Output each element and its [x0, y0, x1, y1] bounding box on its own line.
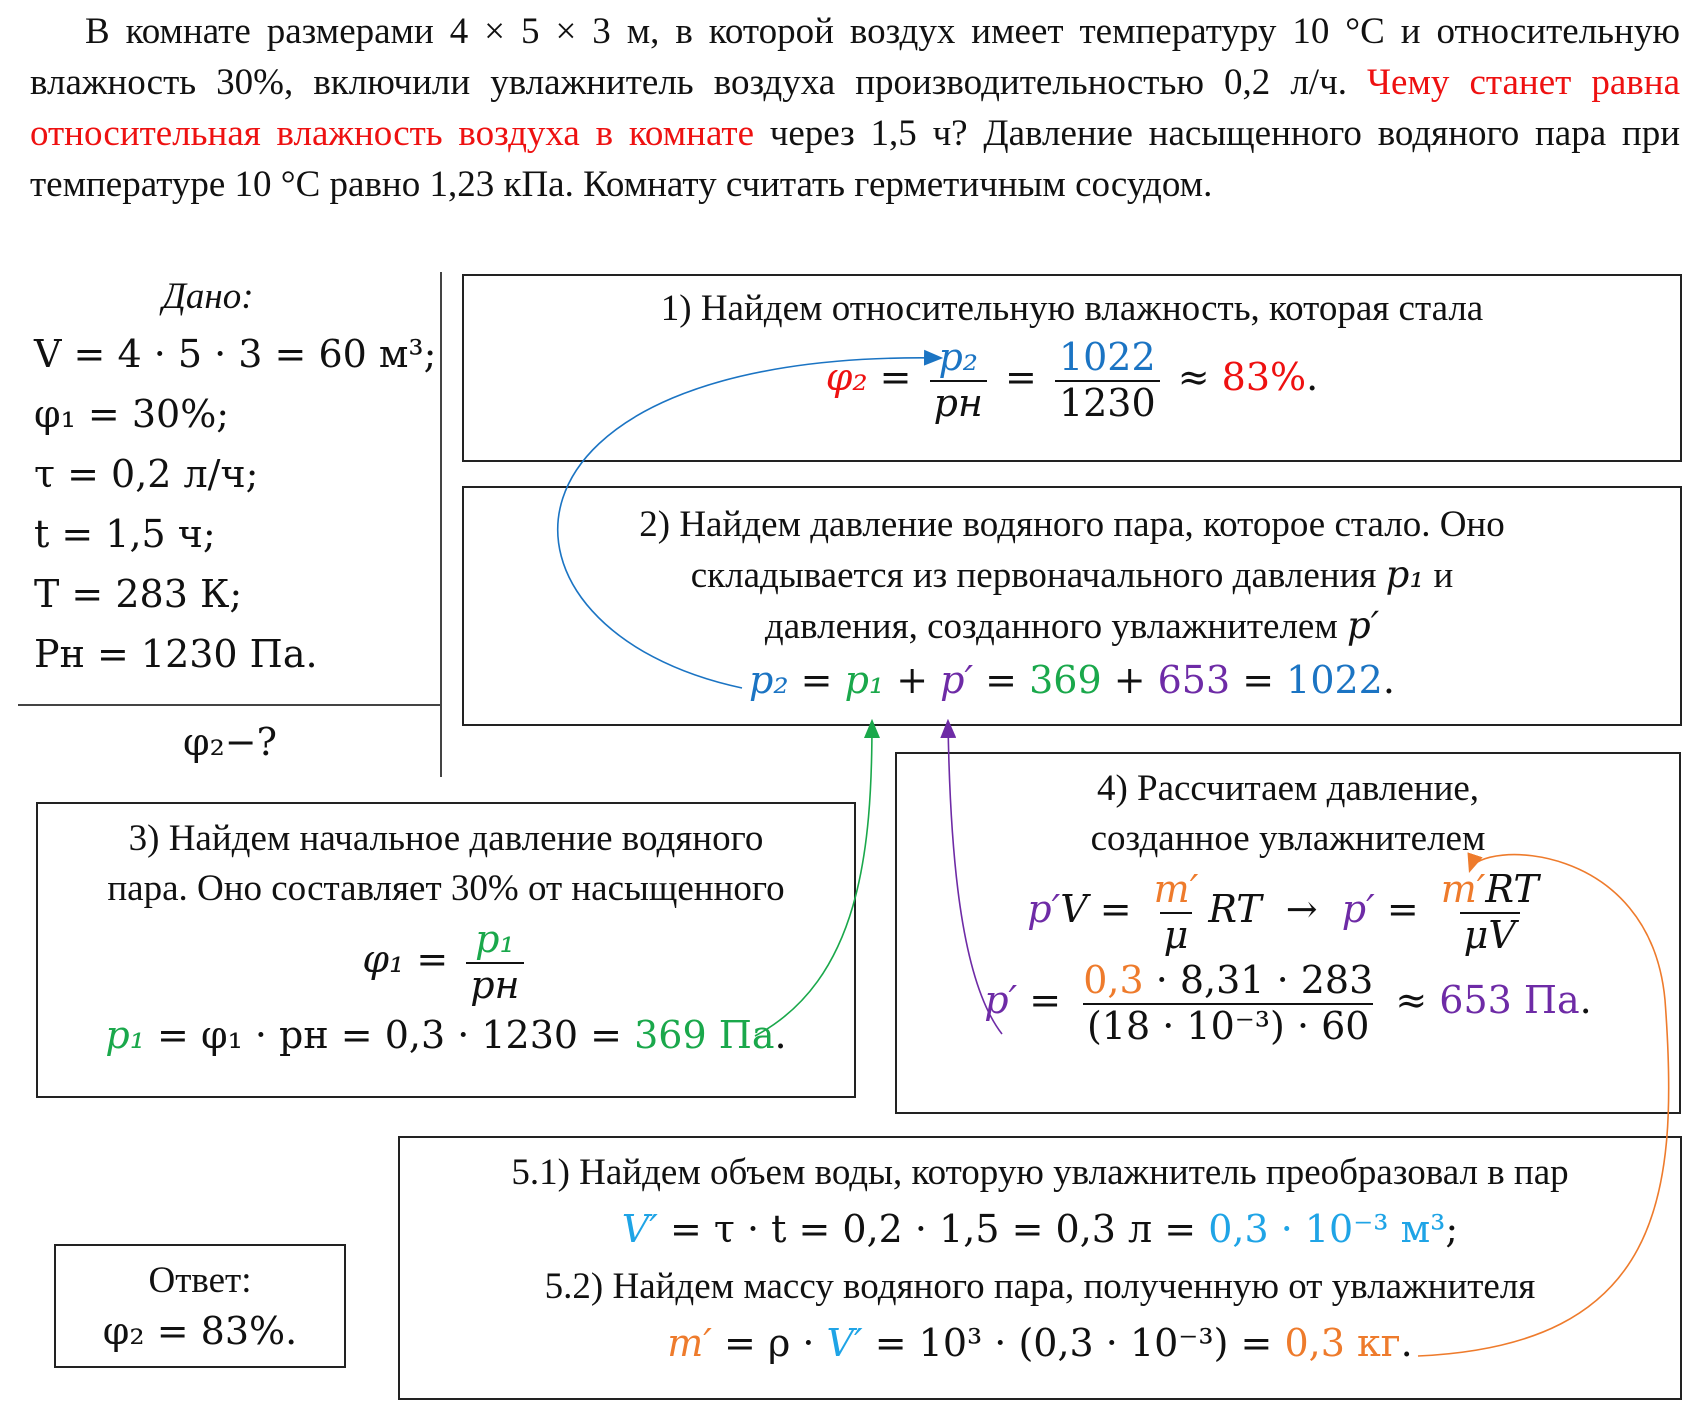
given-title: Дано:	[162, 276, 254, 317]
problem-question: Чему станет равна относительная влажность воздуха в комнате	[30, 62, 1680, 154]
step5-line2: 5.2) Найдем массу водяного пара, полученную от увлажнителя	[544, 1266, 1536, 1307]
step5-vprime-2: V′	[826, 1321, 863, 1365]
step4-line2: созданное увлажнителем	[1090, 818, 1486, 859]
step2-p1: p₁	[844, 658, 885, 702]
step4-mu: μ	[1160, 912, 1193, 958]
answer-box	[54, 1244, 346, 1368]
step3-result: 369 Па	[634, 1013, 775, 1058]
answer-label: Ответ:	[148, 1260, 252, 1301]
step1-p2: p₂	[938, 335, 979, 379]
step2-box	[462, 486, 1682, 726]
step4-num-rest: · 8,31 · 283	[1155, 958, 1374, 1003]
given-tau: τ = 0,2 л/ч;	[34, 452, 259, 496]
step4-rt: RT	[1208, 887, 1262, 932]
step2-line1: 2) Найдем давление водяного пара, которое стало. Оно	[639, 504, 1505, 545]
step2-v2: 653	[1157, 658, 1231, 702]
step4-pprime-2: p′	[1341, 887, 1375, 932]
step2-p2: p₂	[749, 658, 789, 702]
step1-den: 1230	[1055, 380, 1160, 426]
step2-v1: 369	[1029, 658, 1102, 702]
step5-vresult: 0,3 · 10⁻³ м³	[1208, 1207, 1446, 1251]
step4-calc: p′ = $\frac{0,3 \cdot 8,31 \cdot 283}{\text{(18 · 10⁻³) · 60}}$ ≈ 653 Па.	[984, 958, 1592, 1049]
step1-box	[462, 274, 1682, 462]
step5-mcalc2: = 10³ · (0,3 · 10⁻³) =	[874, 1321, 1273, 1365]
step4-result: 653 Па	[1439, 978, 1580, 1023]
given-divider-horizontal	[18, 704, 442, 706]
step2-line2: складывается из первоначального давления p₁ и	[690, 553, 1454, 596]
step2-line3-var: p′	[1347, 604, 1380, 647]
problem-statement	[30, 6, 1680, 210]
step2-formula: p₂ = p₁ + p′ = 369 + 653 = 1022.	[749, 658, 1395, 702]
step1-formula: φ₂ = $\frac{\text{p₂}}{pн}$ = $\frac{1022}{1230}$ ≈ 83%.	[825, 335, 1319, 425]
problem-part1: В комнате размерами 4 × 5 × 3 м, в которой воздух имеет температуру 10 °С и относительную влажность 30%, включили увлажнитель воздуха производительностью 0,2 л/ч.	[30, 11, 1680, 103]
step3-line1: 3) Найдем начальное давление водяного	[128, 818, 764, 859]
step5-mprime: m′	[667, 1321, 712, 1365]
step4-box	[895, 752, 1681, 1114]
step3-p1: p₁	[105, 1013, 145, 1058]
step3-calc: p₁ = φ₁ · pн = 0,3 · 1230 = 369 Па.	[105, 1013, 787, 1058]
step2-line2-var: p₁	[1385, 553, 1425, 596]
given-temperature: T = 283 К;	[34, 572, 243, 616]
step4-line1: 4) Рассчитаем давление,	[1096, 768, 1480, 809]
given-saturated-pressure: Pн = 1230 Па.	[34, 632, 318, 676]
step5-mresult: 0,3 кг	[1284, 1321, 1401, 1365]
step4-mprime-1: m′	[1153, 867, 1199, 911]
step3-ratio: φ₁ = $\frac{\text{p₁}}{pн}$	[38, 918, 854, 1007]
step3-p1-num: p₁	[475, 917, 515, 961]
step3-pn: pн	[466, 962, 523, 1008]
step1-phi2: φ₂	[825, 355, 868, 400]
step4-mprime-2: m′	[1440, 867, 1486, 911]
step5-vcalc: = τ · t = 0,2 · 1,5 = 0,3 л =	[669, 1207, 1197, 1251]
given-divider-vertical	[440, 272, 442, 777]
given-volume: V = 4 · 5 · 3 = 60 м³;	[34, 332, 437, 376]
step3-calc-text: = φ₁ · pн = 0,3 · 1230 =	[157, 1013, 622, 1058]
step2-pprime: p′	[940, 658, 974, 702]
step4-num-orange: 0,3	[1083, 958, 1144, 1003]
step5-line1: 5.1) Найдем объем воды, которую увлажнитель преобразовал в пар	[511, 1152, 1569, 1193]
step4-pprime-1: p′	[1027, 887, 1061, 932]
problem-part2: через 1,5 ч? Давление насыщенного водяного пара при температуре 10 °С равно 1,23 кПа. Комнату считать герметичным сосудом.	[30, 113, 1681, 205]
step2-line3: давления, созданного увлажнителем p′	[764, 604, 1380, 647]
step4-muv: μV	[1460, 912, 1520, 958]
step5-box	[398, 1136, 1682, 1400]
step1-num: 1022	[1058, 335, 1156, 379]
step5-mass: m′ = ρ · V′ = 10³ · (0,3 · 10⁻³) = 0,3 кг.	[667, 1321, 1413, 1365]
step4-formula: p′V = $\frac{m'}{\mu}$ RT → p′ = $\frac{m'RT}{\mu V}$	[1027, 867, 1539, 957]
step1-pn: pн	[930, 380, 987, 426]
step5-volume: V′ = τ · t = 0,2 · 1,5 = 0,3 л = 0,3 · 10⁻³ м³;	[621, 1207, 1459, 1251]
step3-box	[36, 802, 856, 1098]
given-phi1: φ₁ = 30%;	[34, 392, 230, 436]
given-time: t = 1,5 ч;	[34, 512, 216, 556]
step1-result: 83%	[1221, 355, 1307, 400]
given-find: φ₂−?	[182, 720, 278, 764]
step4-pprime-3: p′	[984, 978, 1018, 1023]
step2-sum: 1022	[1286, 658, 1383, 702]
step3-phi1: φ₁	[362, 937, 405, 982]
step5-vprime: V′	[621, 1207, 658, 1251]
step3-line2: пара. Оно составляет 30% от насыщенного	[107, 868, 785, 909]
answer-value: φ₂ = 83%.	[102, 1309, 298, 1353]
given-block	[18, 270, 443, 684]
step1-heading: 1) Найдем относительную влажность, которая стала	[660, 288, 1484, 329]
step4-den: (18 · 10⁻³) · 60	[1083, 1003, 1373, 1049]
step5-mcalc1: = ρ ·	[724, 1321, 815, 1365]
